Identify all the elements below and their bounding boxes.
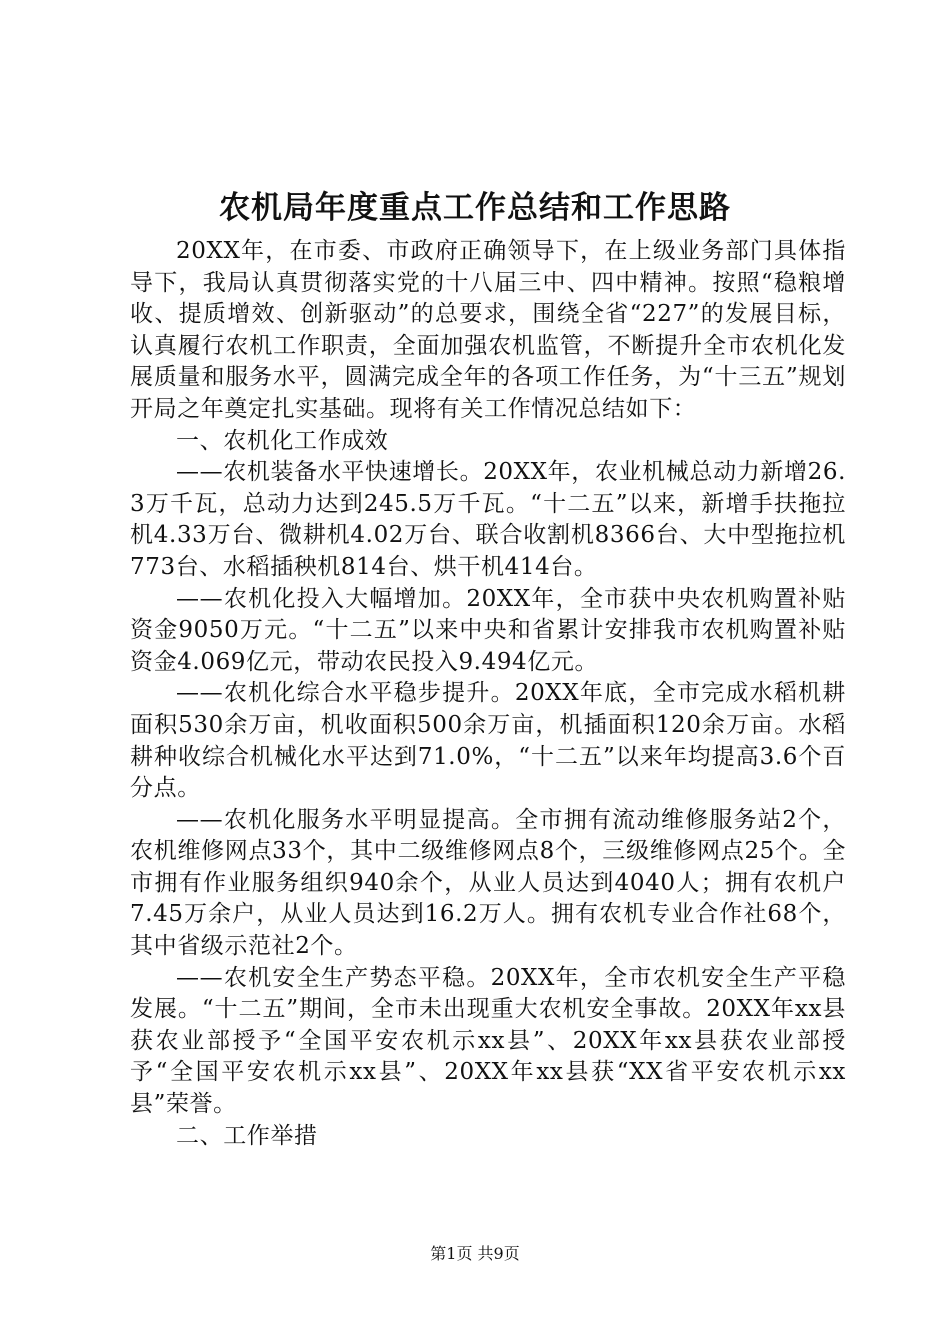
section-heading-1: 一、农机化工作成效 <box>176 427 389 454</box>
paragraph-safety: ——农机安全生产势态平稳。20XX年，全市农机安全生产平稳发展。“十二五”期间，全市未出现重大农机安全事故。20XX年xx县获农业部授予“全国平安农机示xx县”、20XX年xx县获农业部授予“全国平安农机示xx县”、20XX年xx县获“XX省平安农机示xx县”荣誉。 <box>130 964 846 1118</box>
paragraph-investment: ——农机化投入大幅增加。20XX年，全市获中央农机购置补贴资金9050万元。“十二五”以来中央和省累计安排我市农机购置补贴资金4.069亿元，带动农民投入9.494亿元。 <box>130 585 846 675</box>
section-heading-2: 二、工作举措 <box>176 1122 318 1149</box>
document-body <box>130 236 846 1152</box>
paragraph-equipment: ——农机装备水平快速增长。20XX年，农业机械总动力新增26.3万千瓦，总动力达到245.5万千瓦。“十二五”以来，新增手扶拖拉机4.33万台、微耕机4.02万台、联合收割机8366台、大中型拖拉机773台、水稻插秧机814台、烘干机414台。 <box>130 459 846 580</box>
intro-paragraph: 20XX年，在市委、市政府正确领导下，在上级业务部门具体指导下，我局认真贯彻落实党的十八届三中、四中精神。按照“稳粮增收、提质增效、创新驱动”的总要求，围绕全省“227”的发展目标，认真履行农机工作职责，全面加强农机监管，不断提升全市农机化发展质量和服务水平，圆满完成全年的各项工作任务，为“十三五”规划开局之年奠定扎实基础。现将有关工作情况总结如下： <box>130 238 846 422</box>
document-title: 农机局年度重点工作总结和工作思路 <box>219 190 731 226</box>
paragraph-comprehensive-level: ——农机化综合水平稳步提升。20XX年底，全市完成水稻机耕面积530余万亩，机收面积500余万亩，机插面积120余万亩。水稻耕种收综合机械化水平达到71.0%，“十二五”以来年均提高3.6个百分点。 <box>130 680 846 802</box>
page-footer: 第1页 共9页 <box>430 1244 520 1263</box>
paragraph-service-level: ——农机化服务水平明显提高。全市拥有流动维修服务站2个，农机维修网点33个，其中二级维修网点8个，三级维修网点25个。全市拥有作业服务组织940余个，从业人员达到4040人；拥有农机户7.45万余户，从业人员达到16.2万人。拥有农机专业合作社68个，其中省级示范社2个。 <box>130 806 846 960</box>
